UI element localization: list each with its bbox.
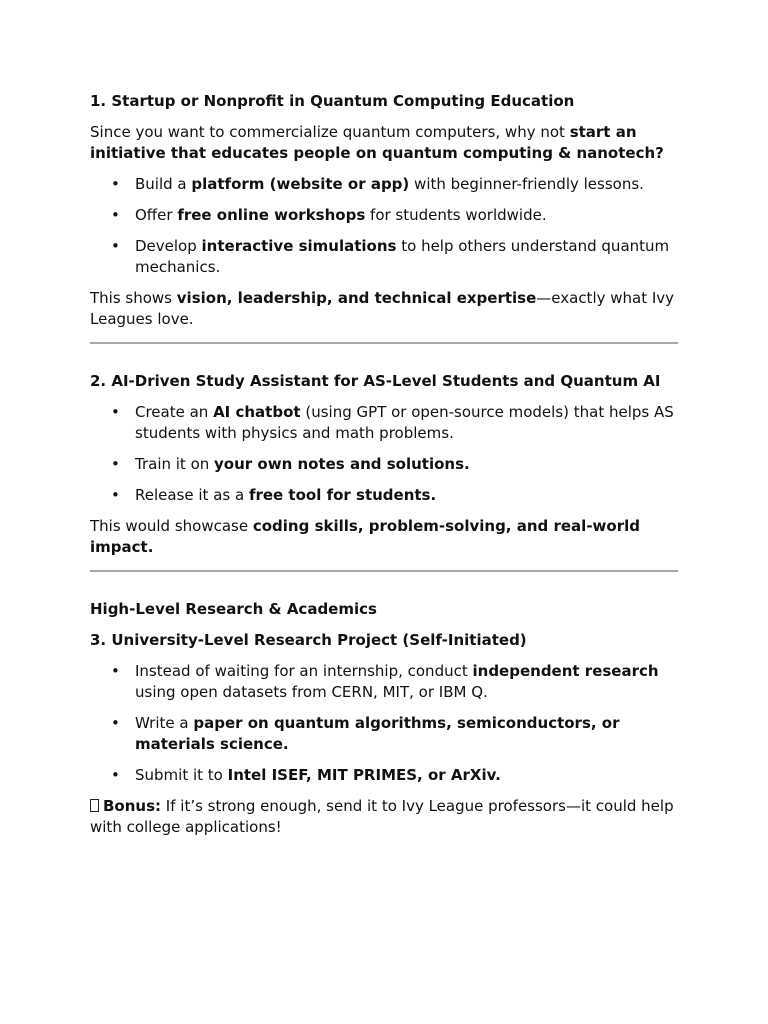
bullet-text: to help others understand quantum mechanics.	[135, 237, 670, 276]
closing-text: —exactly what Ivy Leagues love.	[90, 289, 675, 328]
bonus-label: Bonus:	[103, 797, 162, 815]
section-1-intro-text: Since you want to commercialize quantum computers, why not	[90, 123, 570, 141]
list-item	[90, 402, 678, 444]
bullet-bold-text: platform (website or app)	[191, 175, 410, 193]
section-3-heading: 3. University-Level Research Project (Self-Initiated)	[90, 631, 527, 649]
list-item	[90, 713, 678, 755]
bullet-text: for students worldwide.	[365, 206, 547, 224]
bullet-bold-text: interactive simulations	[201, 237, 397, 255]
section-divider	[90, 570, 678, 572]
list-item	[90, 174, 678, 195]
section-1-closing	[90, 288, 678, 330]
section-2-bullet-list	[90, 402, 678, 506]
bullet-icon: •	[111, 175, 120, 193]
closing-text: This would showcase	[90, 517, 253, 535]
section-1-intro-bold: start an initiative that educates people on quantum computing & nanotech?	[90, 123, 664, 162]
bullet-text: Instead of waiting for an internship, conduct	[135, 662, 473, 680]
bonus-note	[90, 796, 678, 838]
bullet-icon: •	[111, 403, 120, 421]
bullet-icon: •	[111, 237, 120, 255]
bullet-icon: •	[111, 206, 120, 224]
list-item	[90, 485, 678, 506]
bullet-icon: •	[111, 486, 120, 504]
bullet-text: Submit it to	[135, 766, 228, 784]
section-1-heading: 1. Startup or Nonprofit in Quantum Computing Education	[90, 92, 575, 110]
bullet-bold-text: free online workshops	[177, 206, 366, 224]
bullet-bold-text: paper on quantum algorithms, semiconductors, or materials science.	[135, 714, 620, 753]
section-1-intro	[90, 122, 678, 164]
bullet-text: Release it as a	[135, 486, 249, 504]
bullet-text: Train it on	[135, 455, 215, 473]
bullet-text: (using GPT or open-source models) that helps AS students with physics and math problems.	[135, 403, 674, 442]
bullet-bold-text: Intel ISEF, MIT PRIMES, or ArXiv.	[227, 766, 501, 784]
bullet-bold-text: independent research	[472, 662, 659, 680]
closing-text: This shows	[90, 289, 177, 307]
closing-bold-text: coding skills, problem-solving, and real-world impact.	[90, 517, 640, 556]
bullet-text: Create an	[135, 403, 214, 421]
bullet-icon: •	[111, 662, 120, 680]
list-item	[90, 765, 678, 786]
bullet-text: Write a	[135, 714, 194, 732]
bullet-text: Offer	[135, 206, 178, 224]
bullet-icon: •	[111, 766, 120, 784]
bullet-text: with beginner-friendly lessons.	[409, 175, 644, 193]
bullet-bold-text: AI chatbot	[213, 403, 301, 421]
section-3-bullet-list	[90, 661, 678, 786]
list-item	[90, 661, 678, 703]
bullet-icon: •	[111, 714, 120, 732]
closing-bold-text: vision, leadership, and technical expertise	[176, 289, 537, 307]
bullet-text: Build a	[135, 175, 192, 193]
bullet-bold-text: free tool for students.	[248, 486, 437, 504]
section-divider	[90, 342, 678, 344]
bonus-text: If it’s strong enough, send it to Ivy League professors—it could help with college applications!	[90, 797, 674, 836]
bullet-icon: •	[111, 455, 120, 473]
missing-glyph-box-icon	[90, 799, 99, 812]
bullet-bold-text: your own notes and solutions.	[214, 455, 470, 473]
bullet-text: using open datasets from CERN, MIT, or IBM Q.	[135, 683, 488, 701]
bullet-text: Develop	[135, 237, 202, 255]
section-2-closing	[90, 516, 678, 558]
list-item	[90, 236, 678, 278]
list-item	[90, 454, 678, 475]
section-2-heading: 2. AI-Driven Study Assistant for AS-Level Students and Quantum AI	[90, 372, 661, 390]
section-1-bullet-list	[90, 174, 678, 278]
list-item	[90, 205, 678, 226]
research-group-heading: High-Level Research & Academics	[90, 600, 377, 618]
